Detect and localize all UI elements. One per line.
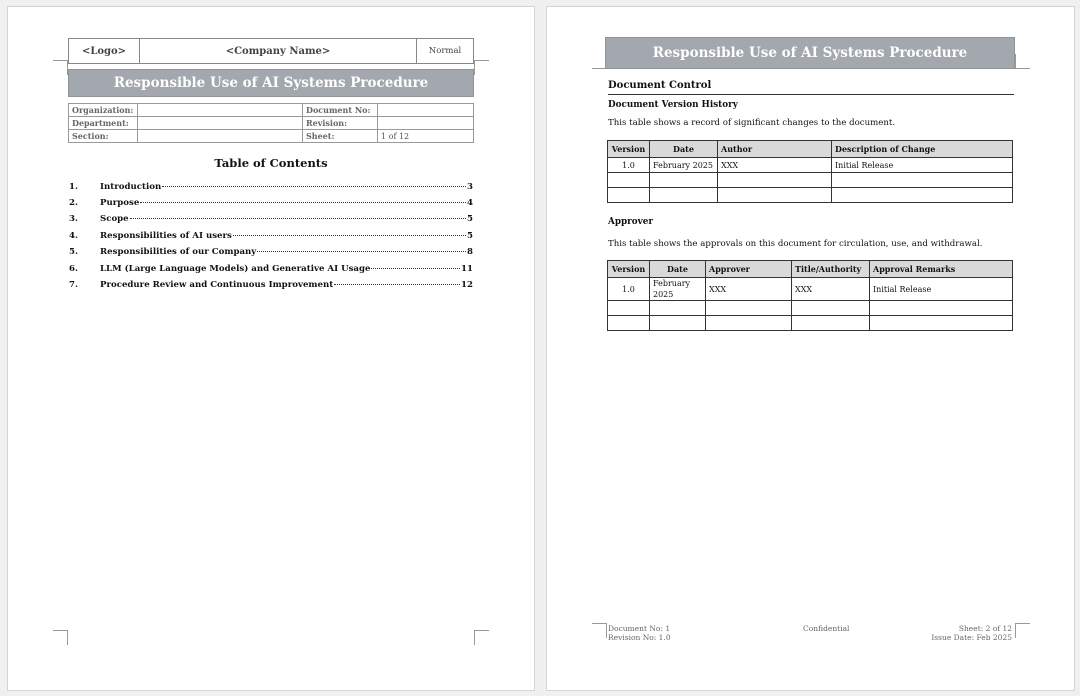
footer-sheet: Sheet: 2 of 12 — [958, 624, 1012, 633]
company-name-placeholder: <Company Name> — [140, 39, 417, 64]
toc-leader-dots — [140, 202, 466, 203]
revision-label: Revision: — [303, 117, 378, 130]
empty-cell — [832, 173, 1013, 188]
toc-entry-label: Responsibilities of our Company — [100, 247, 257, 257]
empty-cell — [650, 188, 718, 203]
page-1 — [7, 6, 535, 691]
column-header-approval-remarks: Approval Remarks — [870, 261, 1013, 278]
footer-confidential: Confidential — [803, 624, 850, 633]
toc-entry-page: 8 — [467, 247, 473, 257]
toc-entry-label: Procedure Review and Continuous Improvement — [100, 280, 334, 290]
toc-entry-purpose[interactable] — [69, 198, 473, 208]
crop-mark-bottom-right — [474, 630, 489, 645]
department-label: Department: — [69, 117, 138, 130]
empty-cell — [608, 173, 650, 188]
organization-label: Organization: — [69, 104, 138, 117]
date-cell: February 2025 — [650, 278, 706, 301]
toc-leader-dots — [162, 186, 466, 187]
document-no-label: Document No: — [303, 104, 378, 117]
toc-leader-dots — [371, 268, 460, 269]
author-cell: XXX — [718, 158, 832, 173]
revision-value — [378, 117, 474, 130]
toc-entry-review[interactable] — [69, 280, 473, 290]
empty-cell — [832, 188, 1013, 203]
empty-cell — [706, 301, 792, 316]
column-header-version: Version — [608, 141, 650, 158]
empty-cell — [706, 316, 792, 331]
organization-value — [138, 104, 303, 117]
table-row — [608, 173, 1013, 188]
empty-cell — [718, 173, 832, 188]
toc-leader-dots — [334, 284, 460, 285]
logo-placeholder: <Logo> — [69, 39, 140, 64]
toc-leader-dots — [130, 218, 466, 219]
empty-cell — [718, 188, 832, 203]
table-row — [608, 158, 1013, 173]
title-authority-cell: XXX — [792, 278, 870, 301]
empty-cell — [792, 301, 870, 316]
empty-cell — [608, 316, 650, 331]
toc-title: Table of Contents — [214, 156, 328, 170]
footer-issue-date: Issue Date: Feb 2025 — [931, 633, 1012, 642]
toc-entry-label: Scope — [100, 214, 129, 224]
toc-entry-introduction[interactable] — [69, 182, 473, 192]
column-header-author: Author — [718, 141, 832, 158]
empty-cell — [608, 301, 650, 316]
toc-leader-dots — [257, 251, 466, 252]
column-header-title-authority: Title/Authority — [792, 261, 870, 278]
version-cell: 1.0 — [608, 278, 650, 301]
toc-entry-number: 6. — [69, 264, 78, 274]
description-cell: Initial Release — [832, 158, 1013, 173]
section-value — [138, 130, 303, 143]
version-cell: 1.0 — [608, 158, 650, 173]
toc-entry-llm[interactable] — [69, 264, 473, 274]
document-meta-table — [68, 103, 474, 143]
crop-mark-top-right — [474, 60, 489, 75]
empty-cell — [870, 316, 1013, 331]
column-header-approver: Approver — [706, 261, 792, 278]
toc-entry-number: 7. — [69, 280, 78, 290]
document-control-rule — [608, 94, 1014, 95]
toc-entry-page: 12 — [461, 280, 473, 290]
toc-entry-number: 1. — [69, 182, 78, 192]
toc-entry-scope[interactable] — [69, 214, 473, 224]
toc-entry-number: 4. — [69, 231, 78, 241]
column-header-description: Description of Change — [832, 141, 1013, 158]
header-table — [68, 38, 474, 64]
toc-entry-label: Responsibilities of AI users — [100, 231, 232, 241]
document-title-band — [605, 37, 1015, 69]
table-row — [608, 188, 1013, 203]
empty-cell — [650, 301, 706, 316]
empty-cell — [870, 301, 1013, 316]
empty-cell — [650, 316, 706, 331]
toc-entry-label: Purpose — [100, 198, 140, 208]
document-title-band — [68, 69, 474, 97]
empty-cell — [792, 316, 870, 331]
crop-mark-top-left — [53, 60, 68, 75]
crop-mark-top-right — [1015, 54, 1030, 69]
toc-entry-number: 5. — [69, 247, 78, 257]
style-label: Normal — [417, 39, 474, 64]
toc-entry-label: LLM (Large Language Models) and Generative AI Usage — [100, 264, 371, 274]
table-row — [608, 316, 1013, 331]
column-header-date: Date — [650, 261, 706, 278]
version-history-heading: Document Version History — [608, 100, 738, 110]
document-title: Responsible Use of AI Systems Procedure — [652, 45, 968, 61]
toc-entry-number: 3. — [69, 214, 78, 224]
toc-entry-page: 5 — [467, 214, 473, 224]
page-2 — [546, 6, 1075, 691]
document-control-heading: Document Control — [608, 80, 712, 91]
department-value — [138, 117, 303, 130]
toc-entry-number: 2. — [69, 198, 78, 208]
version-history-table — [607, 140, 1013, 203]
document-no-value — [378, 104, 474, 117]
toc-entry-page: 11 — [461, 264, 473, 274]
section-label: Section: — [69, 130, 138, 143]
toc-entry-ai-users[interactable] — [69, 231, 473, 241]
footer-document-no: Document No: 1 — [608, 624, 671, 633]
toc-entry-page: 4 — [467, 198, 473, 208]
column-header-version: Version — [608, 261, 650, 278]
table-row — [608, 278, 1013, 301]
toc-entry-page: 3 — [467, 182, 473, 192]
approver-cell: XXX — [706, 278, 792, 301]
approver-intro: This table shows the approvals on this document for circulation, use, and withdrawal. — [608, 239, 983, 249]
empty-cell — [650, 173, 718, 188]
approval-remarks-cell: Initial Release — [870, 278, 1013, 301]
approver-heading: Approver — [608, 217, 653, 227]
sheet-label: Sheet: — [303, 130, 378, 143]
crop-mark-bottom-left — [53, 630, 68, 645]
toc-leader-dots — [233, 235, 466, 236]
date-cell: February 2025 — [650, 158, 718, 173]
document-title: Responsible Use of AI Systems Procedure — [113, 75, 429, 91]
footer-revision-no: Revision No: 1.0 — [608, 633, 671, 642]
crop-mark-bottom-right — [1015, 623, 1030, 638]
toc-entry-page: 5 — [467, 231, 473, 241]
toc-entry-company[interactable] — [69, 247, 473, 257]
approver-table — [607, 260, 1013, 331]
toc-entry-label: Introduction — [100, 182, 162, 192]
crop-mark-bottom-left — [592, 623, 607, 638]
sheet-value: 1 of 12 — [378, 130, 474, 143]
column-header-date: Date — [650, 141, 718, 158]
version-history-intro: This table shows a record of significant changes to the document. — [608, 118, 896, 128]
table-row — [608, 301, 1013, 316]
empty-cell — [608, 188, 650, 203]
